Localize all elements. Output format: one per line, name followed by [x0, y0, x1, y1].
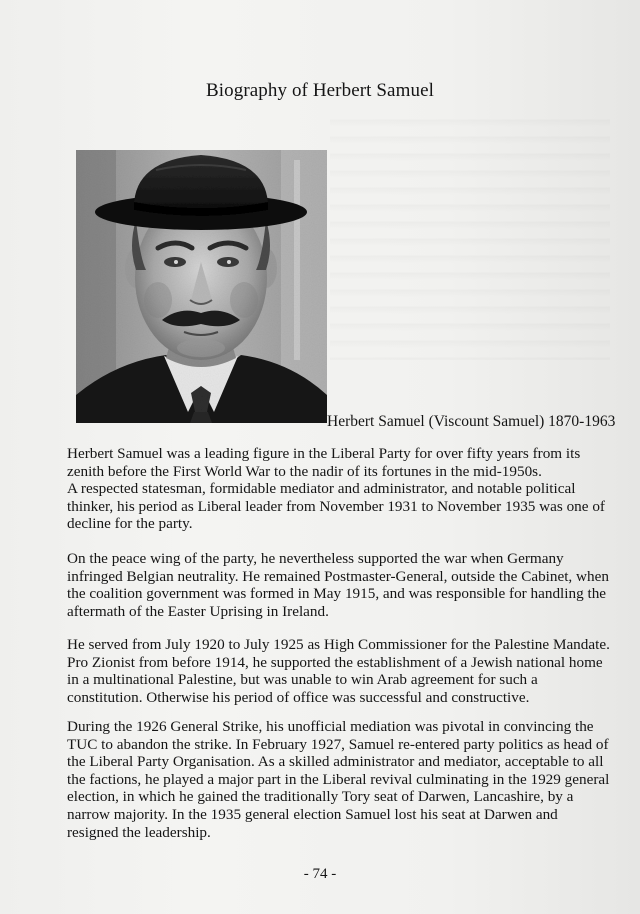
paragraph-line: resigned the leadership. — [67, 823, 211, 841]
paragraph-line: infringed Belgian neutrality. He remained Postmaster-General, outside the Cabinet, when — [67, 567, 609, 585]
paragraph-line: election, in which he gained the traditionally Tory seat of Darwen, Lancashire, by a — [67, 788, 574, 806]
paragraph-4 — [67, 718, 610, 841]
page-number: - 74 - — [303, 866, 337, 882]
paragraph-line: narrow majority. In the 1935 general election Samuel lost his seat at Darwen and — [67, 805, 558, 823]
page-title: Biography of Herbert Samuel — [205, 80, 434, 101]
paragraph-line: zenith before the First World War to the nadir of its fortunes in the mid-1950s. — [67, 462, 542, 480]
paragraph-line: the coalition government was formed in May 1915, and was responsible for handling the — [67, 585, 607, 603]
paragraph-line: aftermath of the Easter Uprising in Ireland. — [67, 602, 329, 620]
photo-caption: Herbert Samuel (Viscount Samuel) 1870-1963 — [327, 413, 616, 430]
paragraph-line: the factions, he played a major part in the Liberal revival culminating in the 1929 general — [67, 770, 610, 788]
paragraph-line: thinker, his period as Liberal leader from November 1931 to November 1935 was one of — [67, 497, 605, 515]
paragraph-line: decline for the party. — [67, 515, 193, 533]
show-through-texture — [330, 110, 610, 360]
paragraph-line: in a multinational Palestine, but was unable to win Arab agreement for such a — [67, 671, 538, 689]
paragraph-1 — [67, 445, 607, 533]
portrait-photo — [76, 150, 327, 423]
paragraph-line: the Liberal Party Organisation. As a skilled administrator and mediator, acceptable to all — [67, 753, 604, 771]
paragraph-line: A respected statesman, formidable mediator and administrator, and notable political — [67, 480, 576, 498]
paragraph-line: TUC to abandon the strike. In February 1927, Samuel re-entered party politics as head of — [67, 735, 609, 753]
paragraph-line: He served from July 1920 to July 1925 as High Commissioner for the Palestine Mandate. — [67, 636, 610, 653]
paragraph-2 — [67, 550, 607, 620]
paragraph-3 — [67, 636, 610, 706]
paragraph-line: Pro Zionist from before 1914, he supported the establishment of a Jewish national home — [67, 653, 603, 671]
paragraph-line: constitution. Otherwise his period of office was successful and constructive. — [67, 688, 530, 706]
paragraph-line: Herbert Samuel was a leading figure in the Liberal Party for over fifty years from its — [67, 445, 581, 462]
paragraph-line: During the 1926 General Strike, his unofficial mediation was pivotal in convincing the — [67, 718, 594, 735]
paragraph-line: On the peace wing of the party, he nevertheless supported the war when Germany — [67, 550, 564, 567]
